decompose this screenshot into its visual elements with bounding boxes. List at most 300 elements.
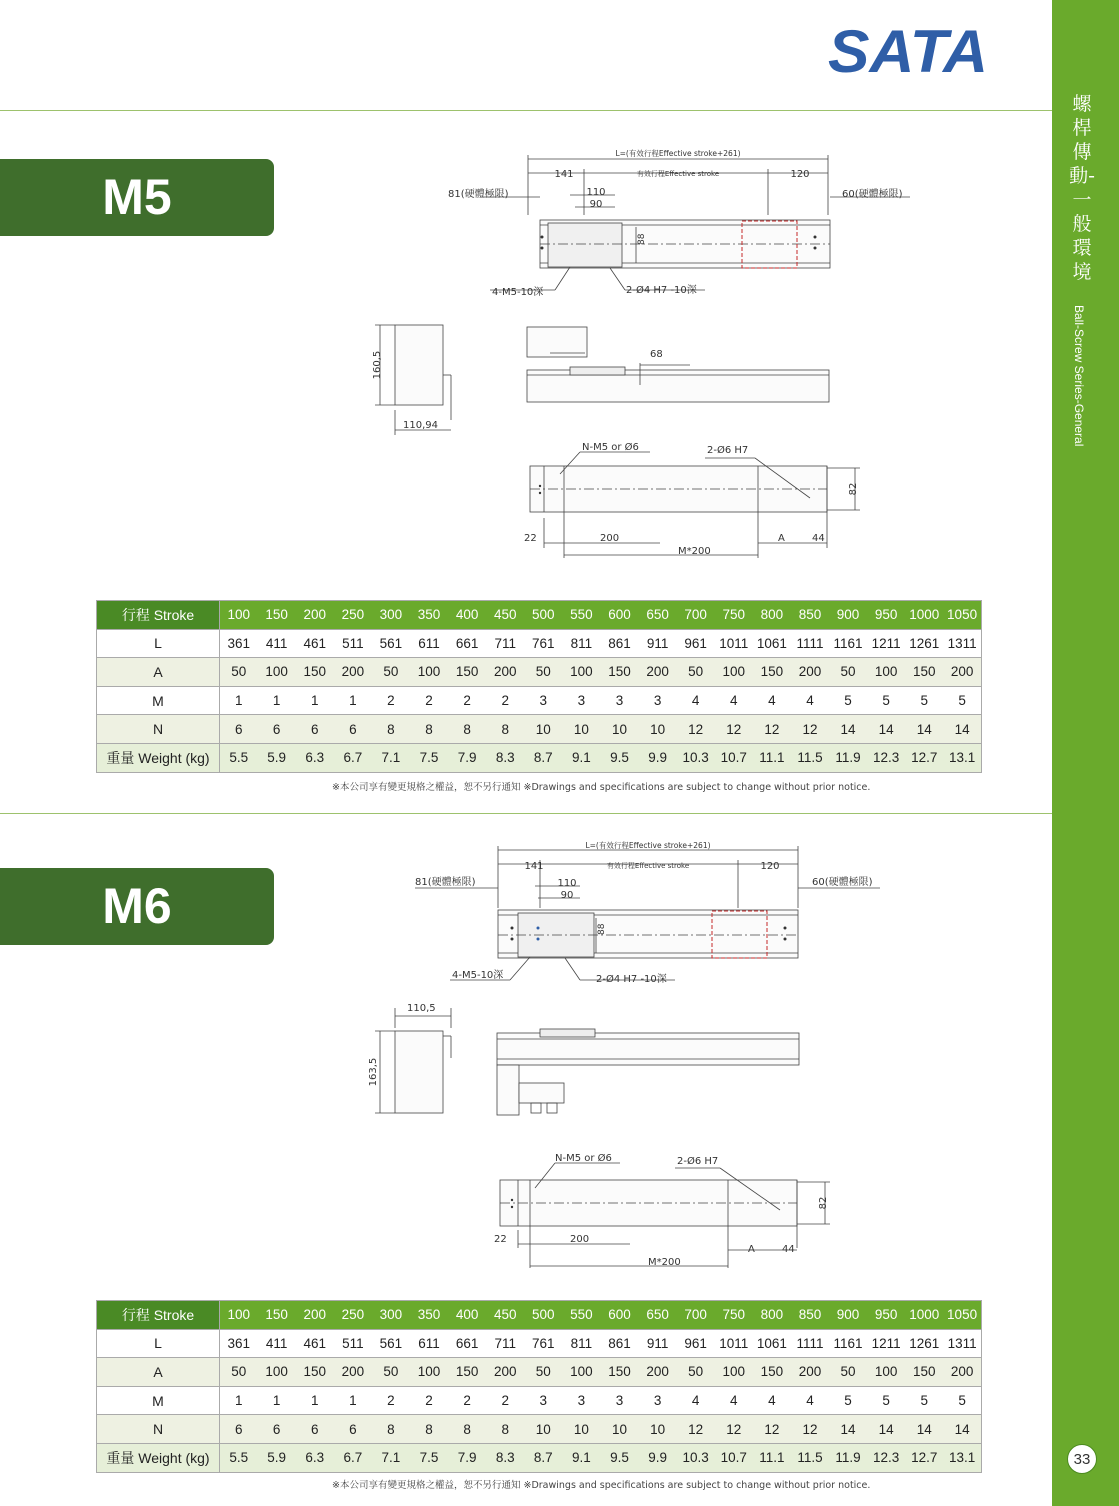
m5-label-110: 110 [586, 187, 606, 198]
table-cell-n: 12 [677, 1415, 715, 1444]
table-cell-stroke: 100 [220, 1301, 258, 1330]
table-cell-n: 14 [829, 715, 867, 744]
table-cell-l: 761 [524, 1329, 562, 1358]
table-cell-stroke: 1050 [943, 601, 981, 630]
table-cell-n: 6 [296, 1415, 334, 1444]
table-cell-l: 711 [486, 629, 524, 658]
table-cell-m: 1 [258, 1386, 296, 1415]
table-cell-a: 100 [258, 1358, 296, 1387]
m6-label-A: A [748, 1244, 755, 1255]
table-cell-m: 2 [448, 1386, 486, 1415]
table-cell-l: 561 [372, 629, 410, 658]
m6-label-200: 200 [570, 1234, 590, 1245]
row-header: 重量 Weight (kg) [97, 1443, 220, 1472]
table-cell-weight: 9.5 [600, 743, 638, 772]
table-cell-l: 1011 [715, 629, 753, 658]
table-cell-l: 811 [562, 1329, 600, 1358]
table-cell-l: 1061 [753, 629, 791, 658]
table-cell-a: 150 [448, 1358, 486, 1387]
table-cell-n: 12 [715, 1415, 753, 1444]
table-cell-n: 14 [829, 1415, 867, 1444]
table-cell-m: 2 [410, 686, 448, 715]
table-cell-a: 100 [562, 658, 600, 687]
table-cell-stroke: 850 [791, 1301, 829, 1330]
table-cell-weight: 11.5 [791, 743, 829, 772]
table-cell-l: 611 [410, 629, 448, 658]
table-cell-l: 861 [600, 629, 638, 658]
table-cell-l: 761 [524, 629, 562, 658]
table-cell-weight: 10.7 [715, 743, 753, 772]
table-cell-l: 1061 [753, 1329, 791, 1358]
sata-logo [826, 22, 991, 78]
row-header: N [97, 1415, 220, 1444]
table-cell-n: 10 [639, 715, 677, 744]
table-cell-l: 911 [639, 629, 677, 658]
table-cell-a: 150 [448, 658, 486, 687]
table-cell-m: 5 [829, 1386, 867, 1415]
table-cell-stroke: 350 [410, 1301, 448, 1330]
table-cell-weight: 9.9 [639, 743, 677, 772]
table-cell-weight: 8.7 [524, 743, 562, 772]
m6-label-L: L=(有效行程Effective stroke+261) [585, 841, 711, 850]
table-cell-stroke: 300 [372, 1301, 410, 1330]
table-row [97, 601, 982, 630]
table-cell-stroke: 200 [296, 1301, 334, 1330]
table-cell-stroke: 650 [639, 601, 677, 630]
table-cell-stroke: 400 [448, 601, 486, 630]
table-cell-stroke: 800 [753, 1301, 791, 1330]
table-cell-l: 661 [448, 1329, 486, 1358]
table-cell-a: 100 [258, 658, 296, 687]
table-cell-l: 1211 [867, 629, 905, 658]
table-cell-n: 12 [791, 715, 829, 744]
table-cell-l: 1161 [829, 629, 867, 658]
table-cell-weight: 5.9 [258, 1443, 296, 1472]
table-cell-a: 50 [829, 1358, 867, 1387]
table-cell-n: 10 [562, 1415, 600, 1444]
table-cell-m: 4 [791, 1386, 829, 1415]
m5-label-hole-b: 2-Ø4 H7 -10深 [626, 285, 697, 296]
table-cell-stroke: 250 [334, 1301, 372, 1330]
table-cell-a: 200 [943, 658, 981, 687]
table-cell-m: 2 [448, 686, 486, 715]
table-cell-a: 100 [715, 658, 753, 687]
m6-label-hole-b: 2-Ø4 H7 -10深 [596, 974, 667, 985]
table-cell-a: 50 [524, 658, 562, 687]
logo-text: SATA [828, 22, 988, 78]
table-cell-stroke: 900 [829, 601, 867, 630]
table-cell-weight: 6.7 [334, 1443, 372, 1472]
table-cell-m: 2 [372, 1386, 410, 1415]
table-cell-weight: 8.7 [524, 1443, 562, 1472]
m6-top-view-drawing [410, 838, 900, 998]
table-cell-m: 4 [677, 1386, 715, 1415]
table-cell-weight: 11.9 [829, 1443, 867, 1472]
table-cell-weight: 8.3 [486, 1443, 524, 1472]
m5-label-width: 110,94 [403, 420, 438, 431]
table-cell-n: 12 [791, 1415, 829, 1444]
table-cell-m: 3 [524, 1386, 562, 1415]
table-cell-n: 8 [486, 1415, 524, 1444]
table-cell-a: 200 [639, 658, 677, 687]
table-cell-stroke: 1000 [905, 601, 943, 630]
row-header: 行程 Stroke [97, 1301, 220, 1330]
table-cell-m: 4 [715, 1386, 753, 1415]
table-cell-a: 200 [639, 1358, 677, 1387]
table-cell-stroke: 150 [258, 601, 296, 630]
table-cell-stroke: 450 [486, 601, 524, 630]
table-cell-m: 1 [296, 1386, 334, 1415]
table-cell-stroke: 450 [486, 1301, 524, 1330]
table-cell-m: 5 [943, 1386, 981, 1415]
table-cell-m: 2 [410, 1386, 448, 1415]
table-cell-weight: 6.7 [334, 743, 372, 772]
m5-label-90: 90 [589, 199, 603, 210]
m5-label-n-holes: N-M5 or Ø6 [582, 442, 639, 453]
m6-label-height: 163,5 [368, 1057, 379, 1087]
table-cell-n: 10 [562, 715, 600, 744]
table-cell-weight: 7.1 [372, 743, 410, 772]
table-cell-m: 2 [372, 686, 410, 715]
sidebar-title-en: Ball-Screw Series-General [1072, 305, 1086, 447]
m5-label-A: A [778, 533, 785, 544]
table-row [97, 658, 982, 687]
m6-label-141: 141 [524, 861, 544, 872]
table-cell-stroke: 550 [562, 601, 600, 630]
m5-label-hard-left: 81(硬體極限) [448, 189, 509, 200]
table-cell-m: 2 [486, 686, 524, 715]
table-cell-n: 12 [715, 715, 753, 744]
m5-label-68: 68 [650, 349, 663, 360]
table-cell-stroke: 950 [867, 601, 905, 630]
table-cell-n: 6 [258, 1415, 296, 1444]
table-cell-l: 411 [258, 629, 296, 658]
table-cell-m: 5 [943, 686, 981, 715]
table-cell-m: 1 [334, 1386, 372, 1415]
table-cell-stroke: 700 [677, 1301, 715, 1330]
table-cell-n: 10 [639, 1415, 677, 1444]
section-divider-middle [0, 813, 1052, 814]
table-cell-a: 200 [943, 1358, 981, 1387]
sidebar-title-zh: 螺桿傳動-一般環境 [1069, 93, 1095, 283]
m6-label-eff: 有效行程Effective stroke [606, 862, 690, 870]
m6-label-44: 44 [782, 1244, 795, 1255]
table-cell-a: 150 [905, 1358, 943, 1387]
m5-end-view-drawing [355, 320, 465, 445]
table-cell-stroke: 900 [829, 1301, 867, 1330]
m5-label-44: 44 [812, 533, 825, 544]
m5-top-view-drawing [440, 145, 930, 305]
m5-label-m200: M*200 [678, 546, 711, 557]
table-cell-a: 200 [791, 658, 829, 687]
m5-label-L: L=(有效行程Effective stroke+261) [615, 149, 741, 158]
table-cell-a: 50 [372, 1358, 410, 1387]
table-cell-stroke: 650 [639, 1301, 677, 1330]
table-cell-a: 50 [220, 658, 258, 687]
m6-label-m200: M*200 [648, 1257, 681, 1268]
table-cell-a: 150 [600, 658, 638, 687]
table-cell-l: 1211 [867, 1329, 905, 1358]
table-cell-weight: 6.3 [296, 743, 334, 772]
table-cell-l: 1111 [791, 629, 829, 658]
table-cell-m: 5 [867, 686, 905, 715]
table-cell-l: 561 [372, 1329, 410, 1358]
table-cell-n: 8 [410, 715, 448, 744]
m5-label-eff: 有效行程Effective stroke [636, 170, 720, 178]
table-cell-m: 2 [486, 1386, 524, 1415]
table-cell-n: 14 [905, 715, 943, 744]
table-cell-m: 3 [562, 686, 600, 715]
table-cell-m: 3 [600, 686, 638, 715]
m6-label-width: 110,5 [407, 1003, 436, 1014]
table-cell-weight: 12.3 [867, 743, 905, 772]
table-cell-weight: 9.1 [562, 743, 600, 772]
m6-label-90: 90 [560, 890, 574, 901]
table-cell-weight: 9.1 [562, 1443, 600, 1472]
table-cell-stroke: 400 [448, 1301, 486, 1330]
table-cell-weight: 9.9 [639, 1443, 677, 1472]
table-cell-a: 50 [677, 1358, 715, 1387]
m5-label-hole-a: 4-M5-10深 [492, 287, 544, 298]
table-cell-a: 150 [600, 1358, 638, 1387]
m5-label-141: 141 [554, 169, 574, 180]
table-cell-a: 150 [296, 658, 334, 687]
table-cell-weight: 10.7 [715, 1443, 753, 1472]
table-cell-l: 961 [677, 629, 715, 658]
table-cell-a: 50 [677, 658, 715, 687]
table-cell-l: 811 [562, 629, 600, 658]
table-cell-stroke: 700 [677, 601, 715, 630]
m6-label-82: 82 [818, 1196, 829, 1210]
table-cell-l: 511 [334, 1329, 372, 1358]
table-cell-l: 511 [334, 629, 372, 658]
table-cell-stroke: 500 [524, 601, 562, 630]
table-cell-a: 100 [410, 658, 448, 687]
table-cell-a: 200 [334, 1358, 372, 1387]
table-cell-stroke: 600 [600, 1301, 638, 1330]
m5-label-pin-holes: 2-Ø6 H7 [707, 445, 749, 456]
table-row [97, 1358, 982, 1387]
table-cell-l: 861 [600, 1329, 638, 1358]
table-cell-weight: 7.9 [448, 1443, 486, 1472]
table-cell-m: 1 [220, 1386, 258, 1415]
table-cell-weight: 13.1 [943, 1443, 981, 1472]
table-row [97, 1386, 982, 1415]
table-cell-n: 8 [486, 715, 524, 744]
table-cell-n: 12 [753, 715, 791, 744]
table-cell-m: 5 [905, 686, 943, 715]
m5-label-82: 82 [848, 482, 859, 496]
table-cell-m: 3 [562, 1386, 600, 1415]
table-cell-l: 1311 [943, 629, 981, 658]
table-cell-stroke: 1000 [905, 1301, 943, 1330]
table-cell-weight: 5.9 [258, 743, 296, 772]
table-cell-weight: 7.9 [448, 743, 486, 772]
table-cell-a: 50 [372, 658, 410, 687]
table-cell-a: 200 [486, 1358, 524, 1387]
table-cell-a: 100 [867, 658, 905, 687]
row-header: A [97, 1358, 220, 1387]
table-cell-m: 5 [867, 1386, 905, 1415]
m5-side-view-drawing [525, 325, 845, 410]
m5-label-height: 160,5 [372, 350, 383, 380]
table-cell-weight: 13.1 [943, 743, 981, 772]
table-cell-n: 14 [943, 715, 981, 744]
row-header: 重量 Weight (kg) [97, 743, 220, 772]
table-cell-l: 1161 [829, 1329, 867, 1358]
table-cell-a: 50 [829, 658, 867, 687]
table-cell-n: 14 [867, 715, 905, 744]
table-cell-a: 200 [791, 1358, 829, 1387]
m6-label-hard-left: 81(硬體極限) [415, 877, 476, 888]
table-cell-stroke: 1050 [943, 1301, 981, 1330]
table-cell-l: 1311 [943, 1329, 981, 1358]
m6-label-22: 22 [494, 1234, 507, 1245]
table-cell-weight: 7.5 [410, 1443, 448, 1472]
row-header: M [97, 1386, 220, 1415]
table-cell-l: 361 [220, 1329, 258, 1358]
table-cell-m: 3 [524, 686, 562, 715]
table-cell-stroke: 500 [524, 1301, 562, 1330]
table-cell-n: 14 [943, 1415, 981, 1444]
table-cell-n: 6 [334, 1415, 372, 1444]
table-cell-l: 411 [258, 1329, 296, 1358]
table-cell-n: 10 [600, 1415, 638, 1444]
table-cell-n: 10 [600, 715, 638, 744]
model-badge-m6: M6 [0, 868, 274, 945]
table-cell-a: 100 [715, 1358, 753, 1387]
table-cell-m: 3 [639, 686, 677, 715]
row-header: N [97, 715, 220, 744]
table-cell-stroke: 600 [600, 601, 638, 630]
table-cell-m: 1 [258, 686, 296, 715]
table-cell-a: 150 [296, 1358, 334, 1387]
table-cell-stroke: 250 [334, 601, 372, 630]
table-cell-stroke: 550 [562, 1301, 600, 1330]
table-cell-weight: 9.5 [600, 1443, 638, 1472]
table-cell-weight: 10.3 [677, 743, 715, 772]
table-cell-n: 12 [753, 1415, 791, 1444]
table-cell-l: 711 [486, 1329, 524, 1358]
table-cell-a: 200 [334, 658, 372, 687]
table-row [97, 715, 982, 744]
table-cell-weight: 12.7 [905, 1443, 943, 1472]
table-cell-a: 150 [753, 1358, 791, 1387]
m5-label-22: 22 [524, 533, 537, 544]
table-cell-m: 4 [715, 686, 753, 715]
table-cell-n: 6 [220, 715, 258, 744]
table-cell-weight: 12.3 [867, 1443, 905, 1472]
table-cell-weight: 7.5 [410, 743, 448, 772]
m6-label-n-holes: N-M5 or Ø6 [555, 1153, 612, 1164]
table-cell-m: 3 [639, 1386, 677, 1415]
table-cell-l: 461 [296, 629, 334, 658]
table-cell-a: 50 [220, 1358, 258, 1387]
table-cell-m: 4 [753, 1386, 791, 1415]
table-cell-l: 1261 [905, 1329, 943, 1358]
table-row [97, 1415, 982, 1444]
table-cell-m: 1 [296, 686, 334, 715]
table-row [97, 629, 982, 658]
table-cell-a: 200 [486, 658, 524, 687]
table-cell-m: 4 [753, 686, 791, 715]
table-cell-l: 911 [639, 1329, 677, 1358]
table-cell-weight: 11.1 [753, 743, 791, 772]
row-header: 行程 Stroke [97, 601, 220, 630]
table-cell-stroke: 750 [715, 601, 753, 630]
table-cell-n: 12 [677, 715, 715, 744]
table-cell-n: 10 [524, 1415, 562, 1444]
table-cell-l: 611 [410, 1329, 448, 1358]
m6-label-hole-a: 4-M5-10深 [452, 970, 504, 981]
table-cell-n: 8 [372, 715, 410, 744]
table-cell-m: 5 [829, 686, 867, 715]
table-cell-weight: 11.5 [791, 1443, 829, 1472]
table-cell-a: 100 [410, 1358, 448, 1387]
table-cell-weight: 11.1 [753, 1443, 791, 1472]
m5-label-120: 120 [790, 169, 810, 180]
row-header: A [97, 658, 220, 687]
table-cell-stroke: 100 [220, 601, 258, 630]
notice-text: ※本公司享有變更規格之權益，恕不另行通知 ※Drawings and specifications are subject to change without prior notice. [332, 1480, 871, 1491]
table-cell-m: 4 [791, 686, 829, 715]
table-cell-n: 8 [448, 715, 486, 744]
m5-label-hard-right: 60(硬體極限) [842, 189, 903, 200]
table-cell-weight: 11.9 [829, 743, 867, 772]
m5-bottom-view-drawing [520, 438, 870, 568]
table-cell-stroke: 150 [258, 1301, 296, 1330]
table-cell-n: 8 [448, 1415, 486, 1444]
table-cell-n: 6 [258, 715, 296, 744]
table-cell-l: 661 [448, 629, 486, 658]
table-cell-a: 150 [753, 658, 791, 687]
table-cell-l: 1261 [905, 629, 943, 658]
table-cell-n: 6 [220, 1415, 258, 1444]
sidebar [1052, 0, 1119, 1506]
table-row [97, 1329, 982, 1358]
table-cell-m: 4 [677, 686, 715, 715]
table-cell-weight: 5.5 [220, 743, 258, 772]
table-cell-stroke: 350 [410, 601, 448, 630]
table-cell-n: 8 [372, 1415, 410, 1444]
table-cell-n: 6 [334, 715, 372, 744]
table-cell-a: 100 [867, 1358, 905, 1387]
table-cell-stroke: 800 [753, 601, 791, 630]
table-cell-weight: 5.5 [220, 1443, 258, 1472]
m6-label-120: 120 [760, 861, 780, 872]
notice-text: ※本公司享有變更規格之權益，恕不另行通知 ※Drawings and specifications are subject to change without prior notice. [332, 782, 871, 793]
table-cell-l: 361 [220, 629, 258, 658]
m5-label-200: 200 [600, 533, 620, 544]
table-cell-m: 3 [600, 1386, 638, 1415]
m6-label-110: 110 [557, 878, 577, 889]
table-row [97, 743, 982, 772]
table-cell-weight: 8.3 [486, 743, 524, 772]
table-row [97, 1301, 982, 1330]
m6-end-view-drawing [355, 998, 465, 1118]
row-header: M [97, 686, 220, 715]
m6-label-88: 88 [597, 923, 607, 935]
table-cell-l: 461 [296, 1329, 334, 1358]
table-cell-stroke: 200 [296, 601, 334, 630]
row-header: L [97, 629, 220, 658]
m6-side-view-drawing [495, 1025, 805, 1117]
m6-spec-table [96, 1300, 982, 1473]
table-row [97, 1443, 982, 1472]
page-number: 33 [1067, 1444, 1097, 1474]
table-cell-n: 10 [524, 715, 562, 744]
table-row [97, 686, 982, 715]
